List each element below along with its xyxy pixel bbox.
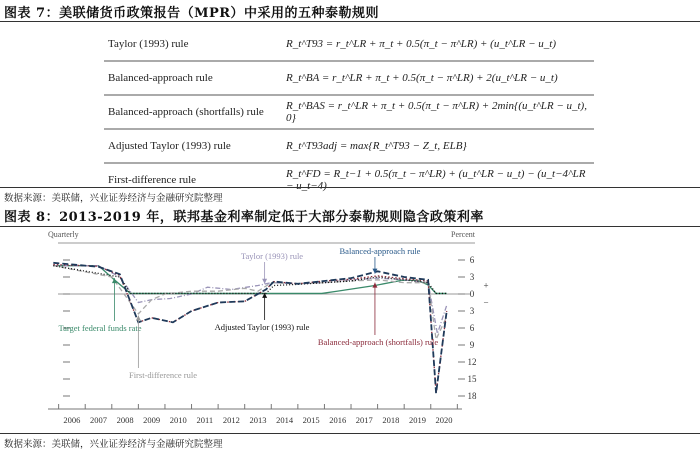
table-row [104,95,594,129]
annotation-label: Balanced-approach (shortfalls) rule [317,337,439,347]
rule-formula: R_t^T93 = r_t^LR + π_t + 0.5(π_t − π^LR) + (u_t^LR − u_t) [282,28,594,61]
x-tick-label: 2011 [196,415,214,425]
x-label: Quarterly [48,230,79,239]
divider [0,433,700,434]
figure8-source: 数据来源：美联储，兴业证券经济与金融研究院整理 [4,439,223,450]
rule-name: First-difference rule [108,174,197,186]
annotation-label: Target federal funds rate [58,323,142,333]
annotation-label: Taylor (1993) rule [240,251,304,261]
divider [0,187,700,188]
y-tick-label: 9 [469,340,475,350]
x-tick-label: 2014 [276,415,294,425]
x-tick-label: 2008 [116,415,134,425]
figure7-source: 数据来源：美联储，兴业证券经济与金融研究院整理 [4,193,223,204]
taylor-rules-table [104,28,594,196]
y-tick-label: 18 [467,391,477,401]
x-tick-label: 2019 [408,415,426,425]
x-tick-label: 2010 [169,415,187,425]
policy-rate-chart [0,228,700,438]
rule-formula: R_t^BAS = r_t^LR + π_t + 0.5(π_t − π^LR) + 2min{(u_t^LR − u_t), 0} [282,95,594,129]
y-sign-label: − [483,297,489,308]
y-tick-label: 0 [469,289,475,299]
rule-name: Taylor (1993) rule [104,28,282,61]
annotation-label: First-difference rule [128,370,198,380]
y-tick-label: 3 [469,306,475,316]
x-tick-label: 2012 [222,415,240,425]
y-tick-label: 6 [469,255,475,265]
figure7-title: 图表 7：美联储货币政策报告（MPR）中采用的五种泰勒规则 [4,6,380,21]
y-sign-label: + [483,280,489,291]
table-row [104,28,594,61]
annotation-label: Adjusted Taylor (1993) rule [214,322,310,332]
rule-name: Adjusted Taylor (1993) rule [104,129,282,163]
y-tick-label: 6 [469,323,475,333]
y-tick-label: 15 [467,374,477,384]
x-tick-label: 2018 [382,415,400,425]
x-tick-label: 2007 [90,415,108,425]
divider [0,21,700,22]
x-tick-label: 2013 [249,415,267,425]
x-tick-label: 2016 [329,415,347,425]
x-tick-label: 2006 [63,415,81,425]
rule-formula: R_t^FD = R_t−1 + 0.5(π_t − π^LR) + (u_t^LR − u_t) − (u_t−4^LR − u_t−4) [286,168,586,192]
table-row [104,61,594,95]
divider [0,226,700,227]
x-tick-label: 2015 [302,415,320,425]
y-tick-label: 12 [467,357,477,367]
rule-formula: R_t^BA = r_t^LR + π_t + 0.5(π_t − π^LR) + 2(u_t^LR − u_t) [282,61,594,95]
x-tick-label: 2020 [435,415,453,425]
table-row [104,129,594,163]
y-label: Percent [451,230,475,239]
rule-formula: R_t^T93adj = max{R_t^T93 − Z_t, ELB} [282,129,594,163]
rule-name: Balanced-approach rule [104,61,282,95]
x-tick-label: 2009 [143,415,161,425]
x-tick-label: 2017 [355,415,373,425]
y-tick-label: 3 [469,272,475,282]
figure8-title: 图表 8：2013-2019 年，联邦基金利率制定低于大部分泰勒规则隐含政策利率 [4,210,484,225]
annotation-label: Balanced-approach rule [339,246,421,256]
rule-name: Balanced-approach (shortfalls) rule [104,95,282,129]
